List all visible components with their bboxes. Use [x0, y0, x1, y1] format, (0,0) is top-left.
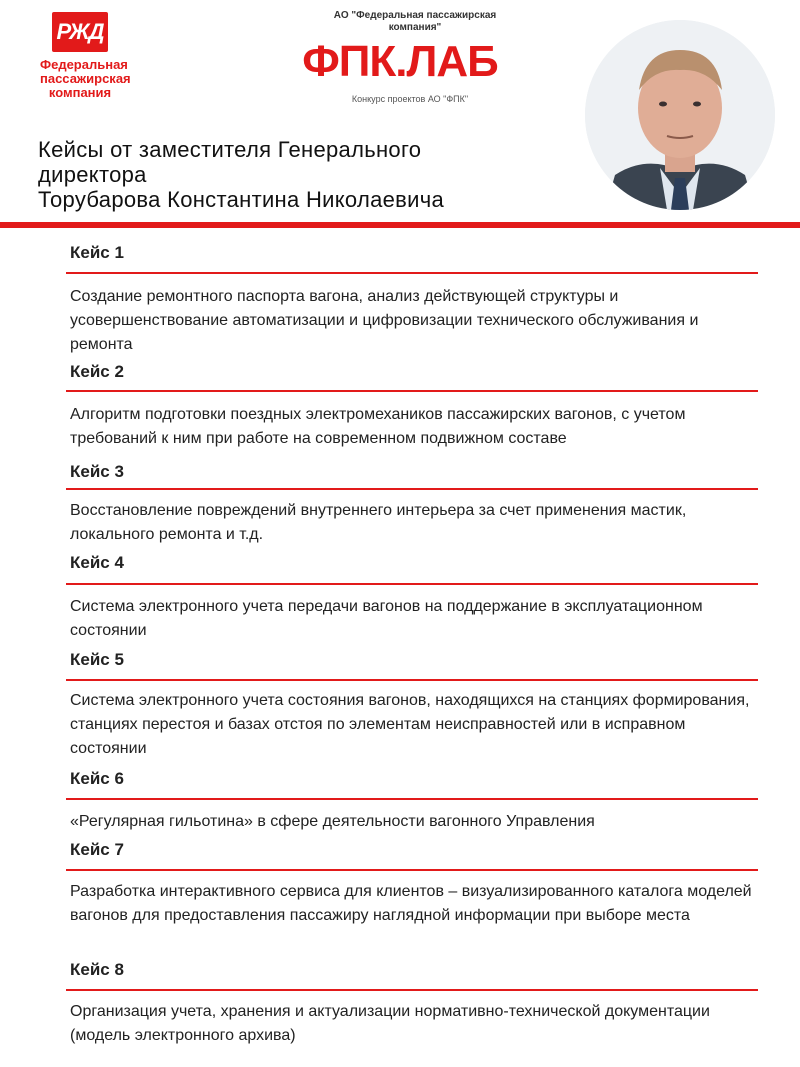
page-title: [38, 137, 578, 212]
case-6-description: «Регулярная гильотина» в сфере деятельности вагонного Управления: [70, 813, 595, 830]
header-divider: [0, 222, 800, 228]
case-1-divider: [66, 272, 758, 274]
title-line-1: Кейсы от заместителя Генерального: [38, 137, 422, 162]
case-1-label: Кейс 1: [70, 243, 124, 262]
case-2-divider: [66, 390, 758, 392]
contest-caption: Конкурс проектов АО "ФПК": [351, 94, 469, 104]
case-3-description: Восстановление повреждений внутреннего интерьера за счет применения мастик, локального ремонта и т.д.: [70, 502, 687, 543]
case-8-divider: [66, 989, 758, 991]
title-line-2: директора: [38, 162, 147, 187]
case-3-label: Кейс 3: [70, 462, 124, 481]
case-6-divider: [66, 798, 758, 800]
case-2-description: Алгоритм подготовки поездных электромехаников пассажирских вагонов, с учетом требований к ним при работе на современном подвижном составе: [70, 406, 686, 447]
case-5-label: Кейс 5: [70, 650, 124, 669]
case-6-label: Кейс 6: [70, 769, 124, 788]
case-4-divider: [66, 583, 758, 585]
case-7-divider: [66, 869, 758, 871]
org-name: АО "Федеральная пассажирская компания": [333, 10, 497, 33]
case-4-description: Система электронного учета передачи вагонов на поддержание в эксплуатационном состоянии: [70, 598, 703, 639]
case-7-label: Кейс 7: [70, 840, 124, 859]
case-2-label: Кейс 2: [70, 362, 124, 381]
brand-title: ФПК.ЛАБ: [302, 37, 498, 86]
case-5-divider: [66, 679, 758, 681]
case-4-label: Кейс 4: [70, 553, 124, 572]
case-1-description: Создание ремонтного паспорта вагона, анализ действующей структуры и усовершенствование автоматизации и цифровизации технического обслуживания и ремонта: [70, 288, 699, 353]
case-8-label: Кейс 8: [70, 960, 124, 979]
case-3-divider: [66, 488, 758, 490]
logo-caption: Федеральная пассажирская компания: [40, 57, 131, 100]
rzd-logo-mark: РЖД: [52, 12, 108, 52]
case-8-description: Организация учета, хранения и актуализации нормативно-технической документации (модель электронного архива): [70, 1003, 710, 1044]
title-line-3: Торубарова Константина Николаевича: [38, 187, 445, 212]
portrait-photo: [585, 20, 775, 210]
case-7-description: Разработка интерактивного сервиса для клиентов – визуализированного каталога моделей вагонов для предоставления пассажиру наглядной информации при выборе места: [70, 883, 752, 924]
case-5-description: Система электронного учета состояния вагонов, находящихся на станциях формирования, станциях перестоя и базах отстоя по элементам неисправностей или в исправном состоянии: [70, 692, 750, 757]
rzd-logo: [40, 8, 131, 100]
